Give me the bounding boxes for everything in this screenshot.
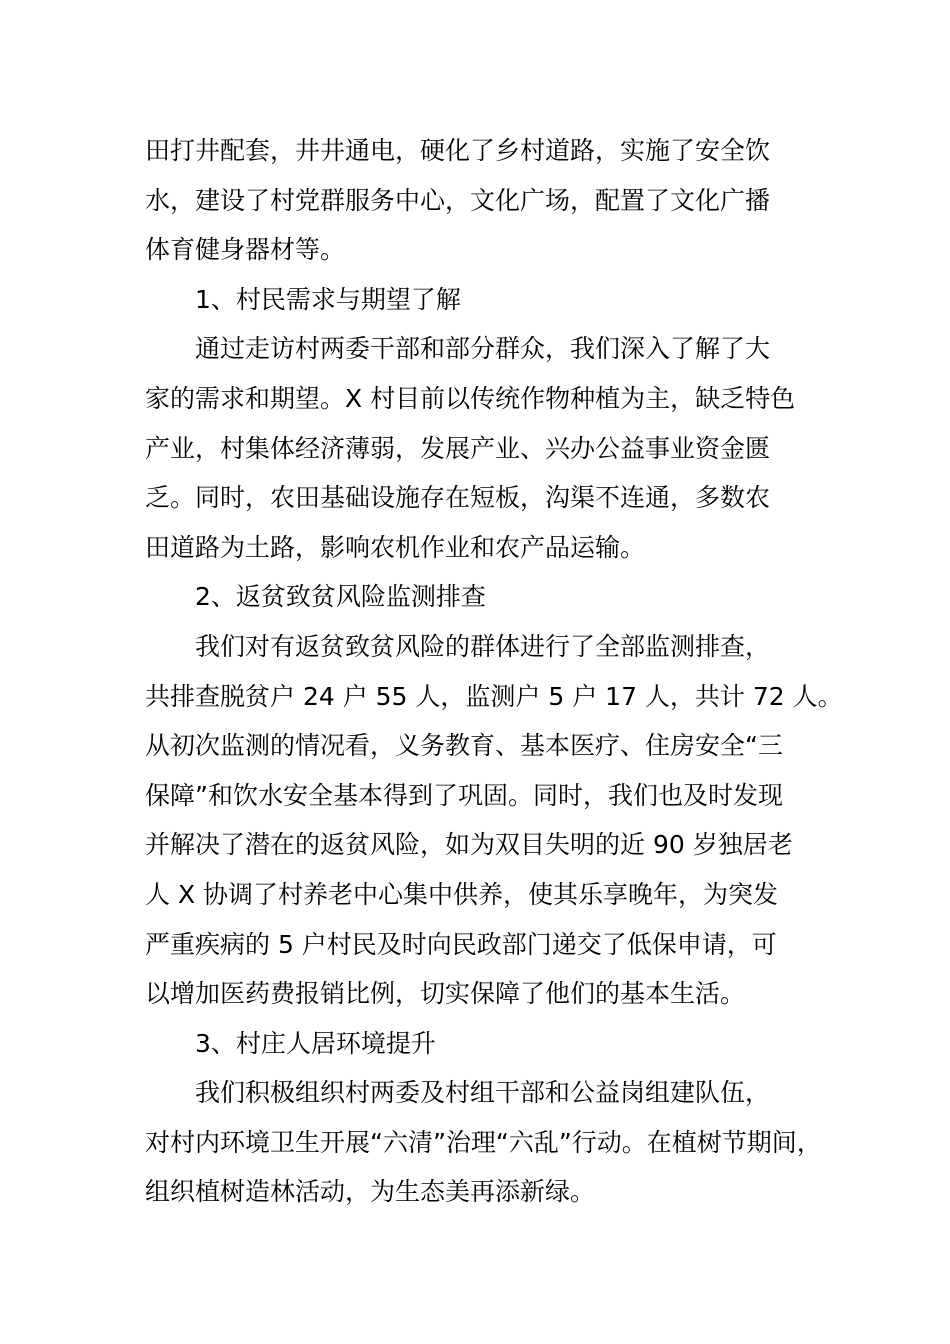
body-line-8: 乏。同时，农田基础设施存在短板，沟渠不连通，多数农 [145, 483, 771, 513]
body-line-1: 田打井配套，井井通电，硬化了乡村道路，实施了安全饮 [145, 136, 771, 165]
body-line-17: 严重疾病的 5 户村民及时向民政部门递交了低保申请，可 [145, 929, 777, 959]
body-line-6: 家的需求和期望。X 村目前以传统作物种植为主，缺乏特色 [145, 383, 796, 413]
body-line-15: 并解决了潜在的返贫风险，如为双目失明的近 90 岁独居老 [145, 830, 793, 860]
body-line-18: 以增加医药费报销比例，切实保障了他们的基本生活。 [145, 979, 746, 1009]
body-line-22: 组织植树造林活动，为生态美再添新绿。 [145, 1177, 596, 1207]
body-line-21: 对村内环境卫生开展“六清”治理“六乱”行动。在植树节期间， [145, 1127, 822, 1157]
body-line-12: 共排查脱贫户 24 户 55 人，监测户 5 户 17 人，共计 72 人。 [145, 681, 843, 711]
body-line-16: 人 X 协调了村养老中心集中供养，使其乐享晚年，为突发 [145, 879, 779, 909]
body-line-3: 体育健身器材等。 [145, 235, 346, 265]
body-line-11: 我们对有返贫致贫风险的群体进行了全部监测排查， [195, 631, 771, 661]
body-line-13: 从初次监测的情况看，义务教育、基本医疗、住房安全“三 [145, 731, 783, 761]
document-body [145, 126, 843, 1217]
body-line-14: 保障”和饮水安全基本得到了巩固。同时，我们也及时发现 [145, 780, 783, 810]
section-heading-2: 2、返贫致贫风险监测排查 [195, 582, 486, 612]
body-line-9: 田道路为土路，影响农机作业和农产品运输。 [145, 532, 646, 562]
body-line-2: 水，建设了村党群服务中心，文化广场，配置了文化广播 [145, 185, 771, 215]
section-heading-1: 1、村民需求与期望了解 [195, 284, 461, 314]
body-line-7: 产业，村集体经济薄弱，发展产业、兴办公益事业资金匮 [145, 433, 771, 463]
body-line-5: 通过走访村两委干部和部分群众，我们深入了解了大 [195, 334, 771, 364]
body-line-20: 我们积极组织村两委及村组干部和公益岗组建队伍， [195, 1078, 771, 1108]
section-heading-3: 3、村庄人居环境提升 [195, 1028, 436, 1058]
